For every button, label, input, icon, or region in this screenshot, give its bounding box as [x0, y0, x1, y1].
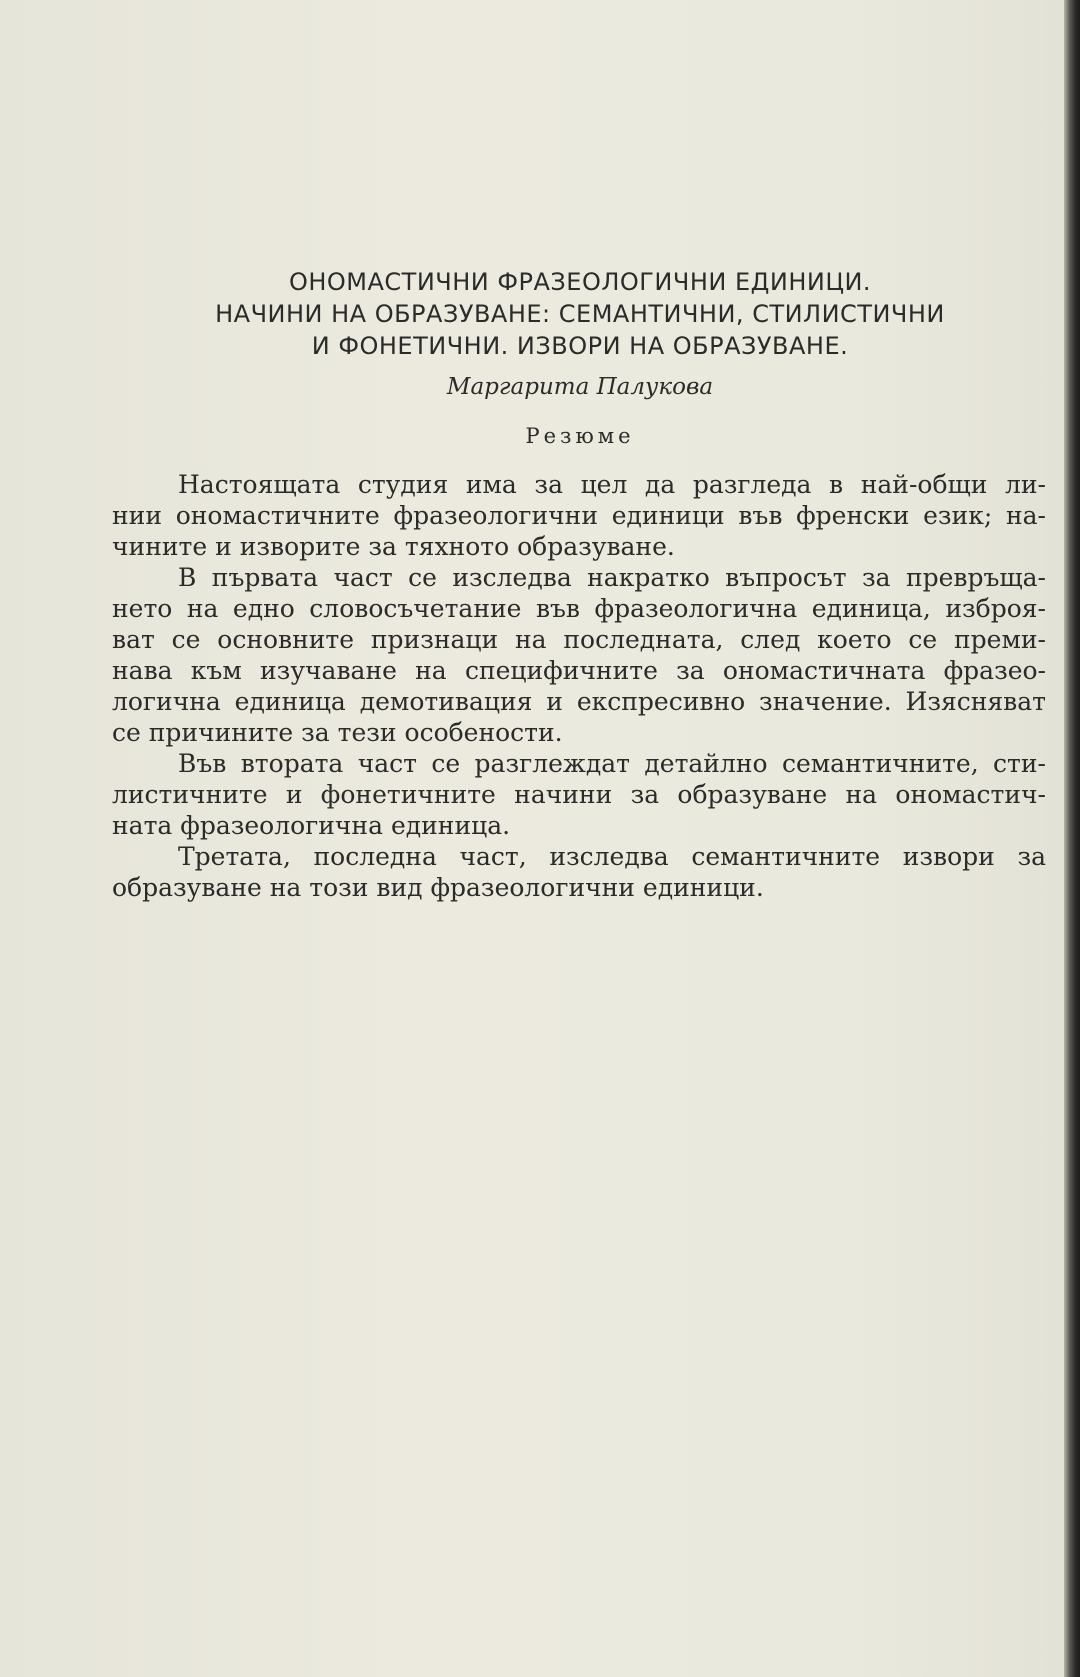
- text-line: листичните и фонетичните начини за образуване на ономастич-: [112, 780, 1046, 809]
- text-line: нии ономастичните фразеологични единици във френски език; на-: [112, 501, 1046, 530]
- text-line: образуване на този вид фразеологични единици.: [112, 873, 764, 902]
- book-binding-edge: [1064, 0, 1080, 1677]
- title-line: НАЧИНИ НА ОБРАЗУВАНЕ: СЕМАНТИЧНИ, СТИЛИСТИЧНИ: [215, 300, 945, 328]
- text-line: ната фразеологична единица.: [112, 811, 511, 840]
- document-title: [110, 266, 1050, 362]
- text-line: Настоящата студия има за цел да разгледа в най-общи ли-: [178, 470, 1046, 499]
- text-line: чините и изворите за тяхното образуване.: [112, 532, 675, 561]
- author-name: Маргарита Палукова: [446, 374, 714, 400]
- section-heading: Резюме: [525, 424, 635, 448]
- text-line: нава към изучаване на специфичните за ономастичната фразео-: [112, 656, 1046, 685]
- text-line: се причините за тези особености.: [112, 718, 563, 747]
- text-line: Третата, последна част, изследва семантичните извори за: [178, 842, 1046, 871]
- text-line: нето на едно словосъчетание във фразеологична единица, изброя-: [112, 594, 1046, 623]
- text-line: В първата част се изследва накратко въпросът за превръща-: [178, 563, 1046, 592]
- summary-text: [112, 469, 1046, 903]
- title-line: ОНОМАСТИЧНИ ФРАЗЕОЛОГИЧНИ ЕДИНИЦИ.: [288, 268, 872, 296]
- text-line: логична единица демотивация и експресивно значение. Изясняват: [112, 687, 1046, 716]
- text-line: Във втората част се разглеждат детайлно семантичните, сти-: [178, 749, 1046, 778]
- title-line: И ФОНЕТИЧНИ. ИЗВОРИ НА ОБРАЗУВАНЕ.: [311, 332, 849, 360]
- text-line: ват се основните признаци на последната, след което се преми-: [112, 625, 1046, 654]
